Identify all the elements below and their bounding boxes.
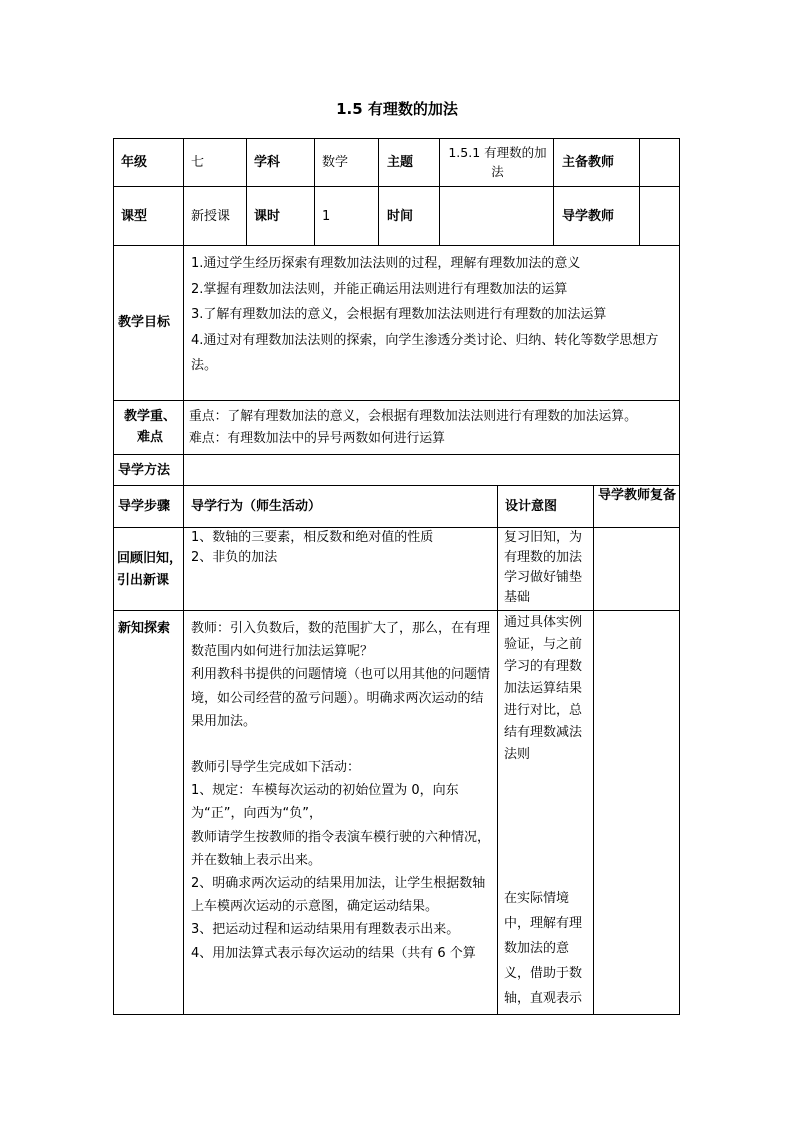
subject-label: 学科	[254, 155, 281, 170]
lesson-plan-table	[113, 138, 680, 1015]
objective-item: 2.掌握有理数加法法则，并能正确运用法则进行有理数加法的运算	[191, 281, 568, 297]
objective-item: 1.通过学生经历探索有理数加法法则的过程，理解有理数加法的意义	[191, 256, 581, 271]
topic-label: 主题	[387, 155, 414, 170]
steps-header-behavior: 导学行为（师生活动）	[191, 499, 322, 514]
explore-content	[191, 617, 493, 1013]
explore-paragraph: 2、明确求两次运动的结果用加法，让学生根据数轴上车模两次运动的示意图，确定运动结果。	[191, 876, 486, 915]
key-point-text: 重点：了解有理数加法的意义，会根据有理数加法法则进行有理数的加法运算。	[189, 409, 637, 424]
explore-paragraph: 利用教科书提供的问题情境（也可以用其他的问题情境，如公司经营的盈亏问题）。明确求两次运动的结果用加法。	[191, 667, 491, 729]
steps-header-review: 导学教师复备	[598, 488, 677, 503]
explore-paragraph: 教师：引入负数后，数的范围扩大了，那么，在有理数范围内如何进行加法运算呢？	[191, 621, 491, 660]
period-value: 1	[322, 209, 331, 224]
period-label: 课时	[254, 209, 281, 224]
grade-value: 七	[191, 155, 205, 170]
objectives-list	[191, 251, 675, 379]
review-list	[191, 528, 495, 568]
method-label: 导学方法	[118, 463, 171, 478]
subject-value: 数学	[322, 155, 349, 170]
objective-item: 4.通过对有理数加法法则的探索，向学生渗透分类讨论、归纳、转化等数学思想方法。	[191, 332, 659, 373]
review-item: 1、数轴的三要素，相反数和绝对值的性质	[191, 530, 434, 545]
explore-intent-2: 在实际情境中，理解有理数加法的意义，借助于数轴，直观表示	[504, 891, 583, 1006]
steps-header-step: 导学步骤	[118, 499, 171, 514]
explore-paragraph: 4、用加法算式表示每次运动的结果（共有 6 个算	[191, 945, 476, 961]
topic-value: 1.5.1 有理数的加法	[448, 145, 547, 179]
explore-intent-1: 通过具体实例验证，与之前学习的有理数加法运算结果进行对比，总结有理数减法法则	[504, 615, 583, 762]
explore-paragraph: 教师引导学生完成如下活动：	[191, 760, 361, 776]
difficult-point-text: 难点：有理数加法中的异号两数如何进行运算	[189, 431, 445, 446]
explore-paragraph: 1、规定：车模每次运动的初始位置为 0，向东为“正”，向西为“负”，	[191, 783, 459, 822]
key-points-label: 教学重、难点	[123, 409, 176, 445]
guide-teacher-label: 导学教师	[562, 209, 615, 224]
key-points-content	[189, 406, 677, 450]
type-value: 新授课	[191, 209, 231, 224]
steps-header-intent: 设计意图	[505, 499, 558, 514]
review-item: 2、非负的加法	[191, 550, 278, 565]
explore-paragraph: 3、把运动过程和运动结果用有理数表示出来。	[191, 922, 460, 938]
time-label: 时间	[387, 209, 414, 224]
explore-step-label: 新知探索	[118, 621, 171, 636]
type-label: 课型	[121, 209, 148, 224]
lead-teacher-label: 主备教师	[562, 155, 615, 170]
objective-item: 3.了解有理数加法的意义，会根据有理数加法法则进行有理数的加法运算	[191, 307, 607, 322]
review-step-label: 回顾旧知，引出新课	[117, 551, 183, 588]
explore-paragraph: 教师请学生按教师的指令表演车模行驶的六种情况，并在数轴上表示出来。	[191, 829, 491, 868]
grade-label: 年级	[121, 155, 148, 170]
page-title: 1.5 有理数的加法	[336, 100, 458, 118]
explore-blank-line	[191, 733, 493, 756]
objectives-label: 教学目标	[118, 315, 171, 330]
review-intent: 复习旧知，为有理数的加法学习做好铺垫基础	[504, 530, 583, 605]
